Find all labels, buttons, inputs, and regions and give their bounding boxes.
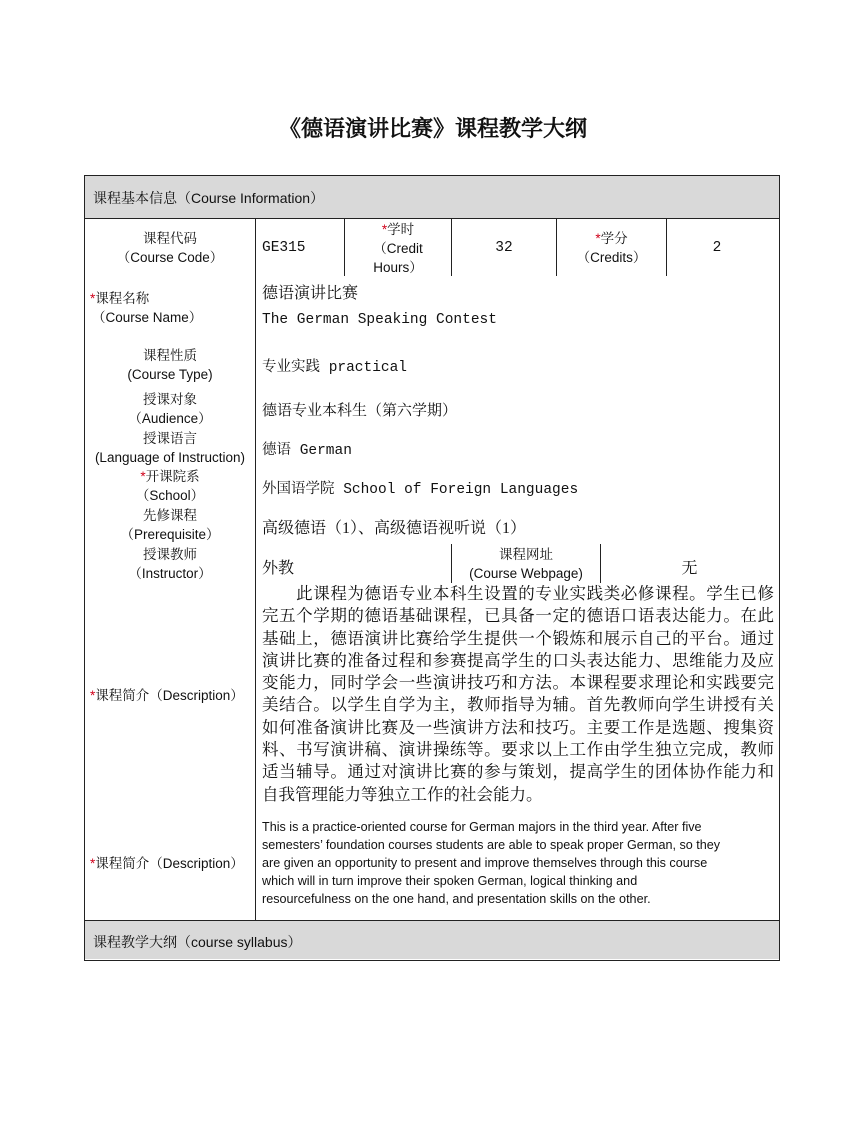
label-cn: 学分: [600, 231, 628, 246]
divider: [84, 218, 780, 219]
required-mark: *: [595, 231, 601, 246]
label-cn: 课程名称: [95, 291, 150, 306]
text-line: resourcefulness on the one hand, and presentation skills on the other.: [262, 892, 651, 906]
column-divider: [255, 218, 256, 920]
label-en: （School）: [135, 488, 205, 503]
text-line: are given an opportunity to present and improve themselves through this course: [262, 856, 708, 870]
required-mark: *: [140, 469, 146, 484]
label-text: 课程简介（Description）: [95, 856, 244, 871]
label-cn: 先修课程: [143, 508, 197, 523]
language-value: 德语 German: [262, 443, 352, 459]
label-cn: 授课教师: [143, 547, 197, 562]
webpage-label: [452, 545, 600, 583]
label-en: (Course Type): [127, 367, 213, 382]
audience-value: 德语专业本科生（第六学期）: [262, 403, 458, 419]
prerequisite-label: [85, 506, 255, 544]
label-en: （Audience）: [128, 411, 212, 426]
label-text: 课程简介（Description）: [95, 688, 244, 703]
label-en: （Instructor）: [128, 566, 212, 581]
label-cn: 课程性质: [143, 348, 197, 363]
label-cn: 授课对象: [143, 392, 197, 407]
school-label: [85, 467, 255, 505]
credits-value: 2: [712, 240, 722, 256]
course-name-cn: 德语演讲比赛: [262, 285, 359, 302]
document-title: 《德语演讲比赛》课程教学大纲: [278, 116, 587, 142]
course-name-label: [90, 289, 202, 327]
info-header: 课程基本信息（Course Information）: [93, 190, 325, 206]
language-label: [85, 429, 255, 467]
text-line: 美结合。以学生自学为主，教师指导为辅。首先教师向学生讲授有关: [262, 695, 774, 715]
text-line: 如何准备演讲比赛及一些演讲方法和技巧。主要工作是选题、搜集资: [262, 717, 774, 737]
description-en-text: [262, 818, 720, 908]
label-en: （Course Name）: [92, 310, 203, 325]
course-type-value: 专业实践 practical: [262, 360, 408, 376]
school-value: 外国语学院 School of Foreign Languages: [262, 482, 579, 498]
description-cn-text: [262, 583, 774, 806]
text-line: which will in turn improve their spoken German, logical thinking and: [262, 874, 638, 888]
required-mark: *: [90, 856, 96, 871]
label-cn: 课程代码: [143, 231, 197, 246]
required-mark: *: [90, 688, 96, 703]
label-en: （Course Code）: [116, 250, 224, 265]
text-line: 适当辅导。通过对演讲比赛的参与策划，提高学生的团体协作能力和: [262, 762, 774, 782]
text-line: 完五个学期的德语基础课程，已具备一定的德语口语表达能力。在此: [262, 606, 774, 626]
text-line: This is a practice-oriented course for German majors in the third year. After five: [262, 820, 702, 834]
label-en: Hours）: [373, 260, 423, 275]
credit-hours-label: [345, 220, 451, 277]
instructor-label: [85, 545, 255, 583]
credit-hours-value: 32: [495, 240, 513, 256]
webpage-value: 无: [681, 560, 698, 577]
text-line: semesters’ foundation courses students are able to speak proper German, so they: [262, 838, 721, 852]
text-line: 基础上，德语演讲比赛给学生提供一个锻炼和展示自己的平台。通过: [262, 628, 774, 648]
text-line: 演讲比赛的准备过程和参赛提高学生的口头表达能力、思维能力及应: [262, 650, 774, 670]
course-type-label: [85, 346, 255, 384]
prerequisite-value: 高级德语（1）、高级德语视听说（1）: [262, 520, 527, 537]
label-cn: 授课语言: [143, 431, 197, 446]
text-line: 变能力，同时学会一些演讲技巧和方法。本课程要求理论和实践要完: [262, 673, 774, 693]
divider: [84, 920, 780, 921]
label-cn: 学时: [387, 222, 415, 237]
text-line: 自我管理能力等独立工作的社会能力。: [262, 784, 543, 804]
label-en: （Credit: [373, 241, 423, 256]
text-line: 此课程为德语专业本科生设置的专业实践类必修课程。学生已修: [262, 584, 774, 603]
label-en: （Prerequisite）: [120, 527, 220, 542]
label-en: （Credits）: [576, 250, 647, 265]
text-line: 料、书写演讲稿、演讲操练等。要求以上工作由学生独立完成，教师: [262, 740, 774, 760]
label-cn: 课程网址: [499, 547, 553, 562]
credits-label: [557, 229, 666, 267]
required-mark: *: [381, 222, 388, 237]
description-cn-label: [90, 686, 244, 705]
instructor-value: 外教: [262, 560, 295, 577]
course-code-value: GE315: [262, 240, 306, 256]
audience-label: [85, 390, 255, 428]
label-en: (Course Webpage): [469, 566, 583, 581]
label-cn: 开课院系: [145, 469, 200, 484]
required-mark: *: [90, 291, 96, 306]
label-en: (Language of Instruction): [94, 450, 246, 465]
description-en-label: [90, 854, 244, 873]
syllabus-header: 课程教学大纲（course syllabus）: [93, 934, 302, 950]
course-code-label: [85, 229, 255, 267]
course-name-en: The German Speaking Contest: [262, 312, 497, 328]
